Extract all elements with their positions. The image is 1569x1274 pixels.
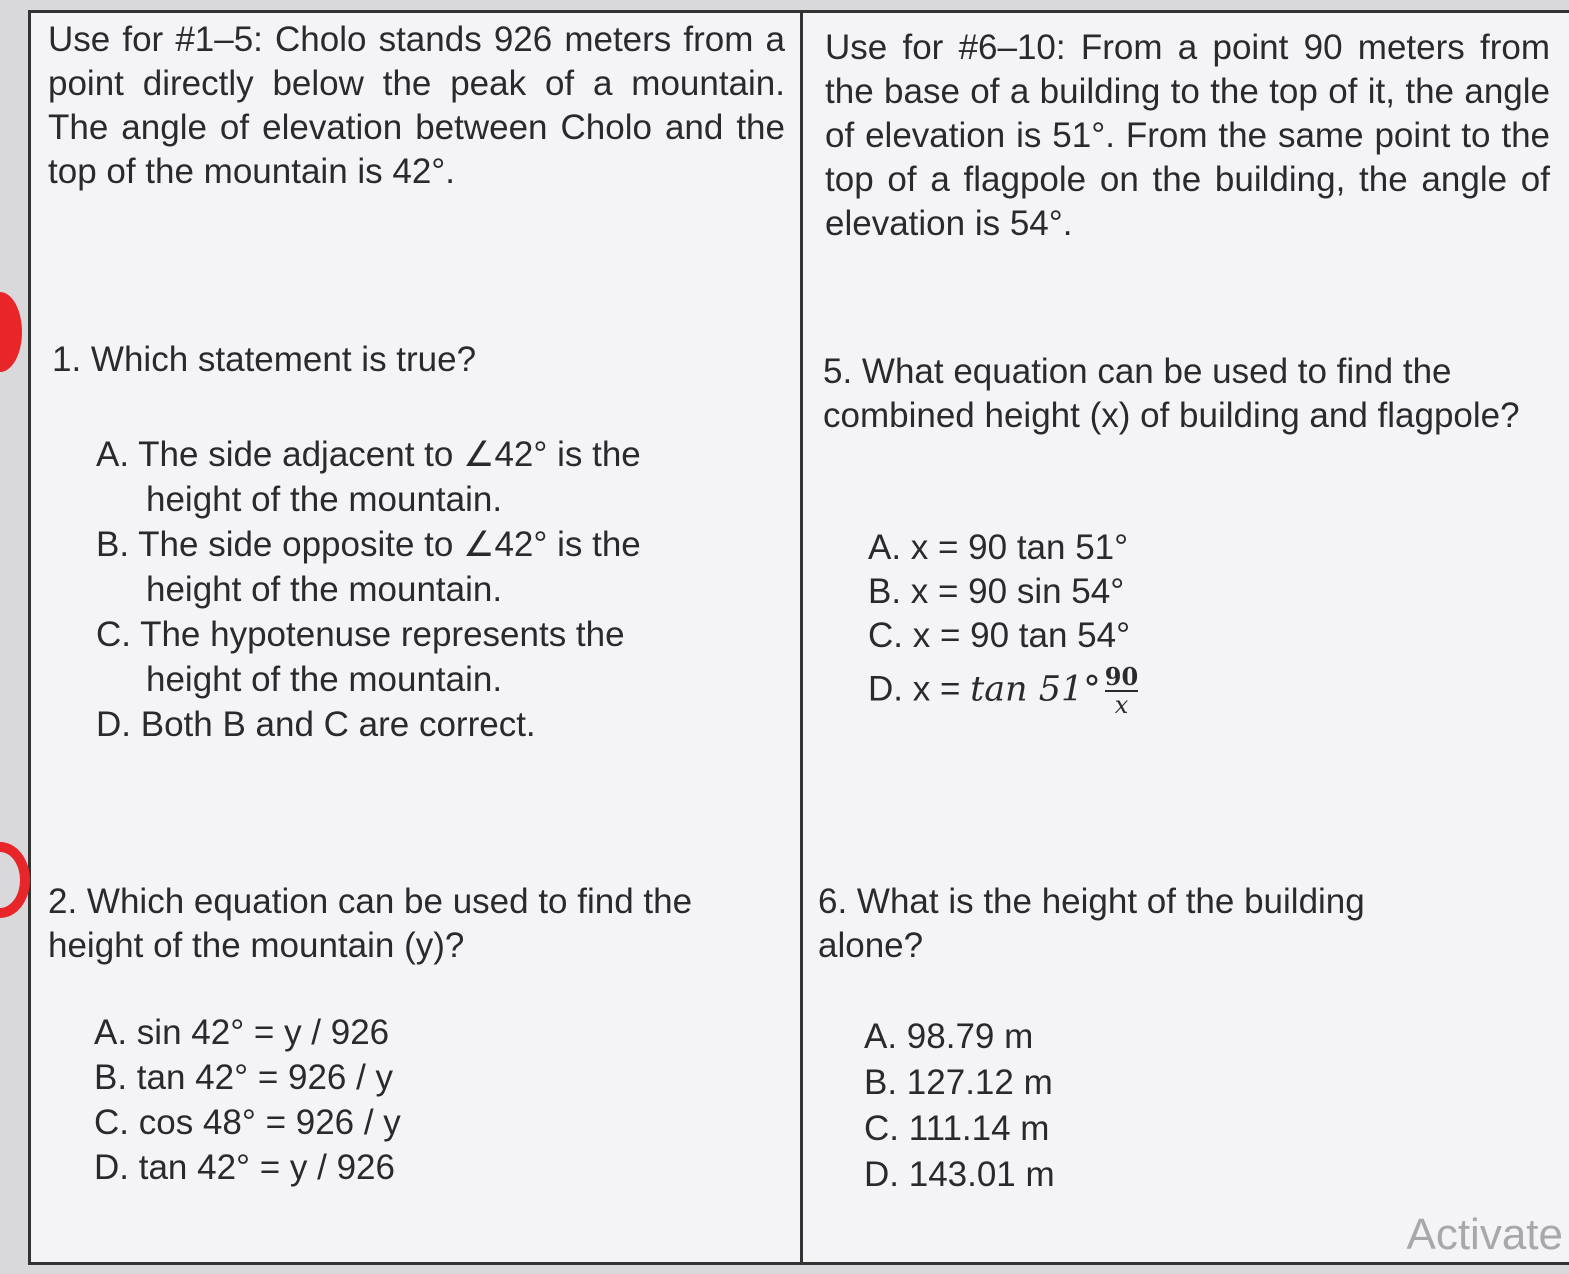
q6-option-b[interactable]: B. 127.12 m (864, 1063, 1053, 1102)
question-1: 1. Which statement is true? (52, 340, 477, 379)
q6-option-d[interactable]: D. 143.01 m (864, 1155, 1055, 1194)
q2-option-d[interactable]: D. tan 42° = y / 926 (94, 1148, 395, 1187)
q5-option-c[interactable]: C. x = 90 tan 54° (868, 616, 1131, 655)
fraction: $\frac{90}{x}$ (1104, 662, 1139, 719)
left-intro: Use for #1–5: Cholo stands 926 meters from a point directly below the peak of a mountain. The angle of elevation between Cholo and the top of the mountain is 42°. (48, 20, 785, 191)
q1-options (96, 432, 641, 747)
q1-option-b[interactable]: B. The side opposite to ∠42° is the height of the mountain. (96, 525, 641, 609)
question-6: 6. What is the height of the building alone? (818, 882, 1365, 965)
red-mark (0, 842, 30, 918)
q2-option-b[interactable]: B. tan 42° = 926 / y (94, 1058, 394, 1097)
question-5: 5. What equation can be used to find the combined height (x) of building and flagpole? (823, 352, 1520, 435)
q1-option-c[interactable]: C. The hypotenuse represents the height of the mountain. (96, 615, 625, 699)
red-mark (0, 292, 22, 372)
q6-option-a[interactable]: A. 98.79 m (864, 1017, 1034, 1056)
question-2: 2. Which equation can be used to find the height of the mountain (y)? (48, 882, 693, 965)
q6-option-c[interactable]: C. 111.14 m (864, 1109, 1050, 1148)
column-divider (800, 10, 803, 1265)
q1-option-d[interactable]: D. Both B and C are correct. (96, 705, 536, 744)
q5-option-a[interactable]: A. x = 90 tan 51° (868, 528, 1129, 567)
q2-options (94, 1010, 401, 1190)
right-intro: Use for #6–10: From a point 90 meters from the base of a building to the top of it, the angle of elevation is 51°. From the same point to the top of a flagpole on the building, the angle of elevation is 54°. (825, 28, 1550, 243)
q1-option-a[interactable]: A. The side adjacent to ∠42° is the height of the mountain. (96, 435, 641, 519)
q5-option-b[interactable]: B. x = 90 sin 54° (868, 572, 1125, 611)
q6-options (864, 1014, 1055, 1198)
q5-option-d[interactable]: D. x = tan 51° $\frac{90}{x}$ (868, 662, 1139, 719)
q5-options (868, 526, 1138, 718)
q2-option-a[interactable]: A. sin 42° = y / 926 (94, 1013, 390, 1052)
q2-option-c[interactable]: C. cos 48° = 926 / y (94, 1103, 401, 1142)
activate-watermark: Activate (1406, 1210, 1563, 1259)
